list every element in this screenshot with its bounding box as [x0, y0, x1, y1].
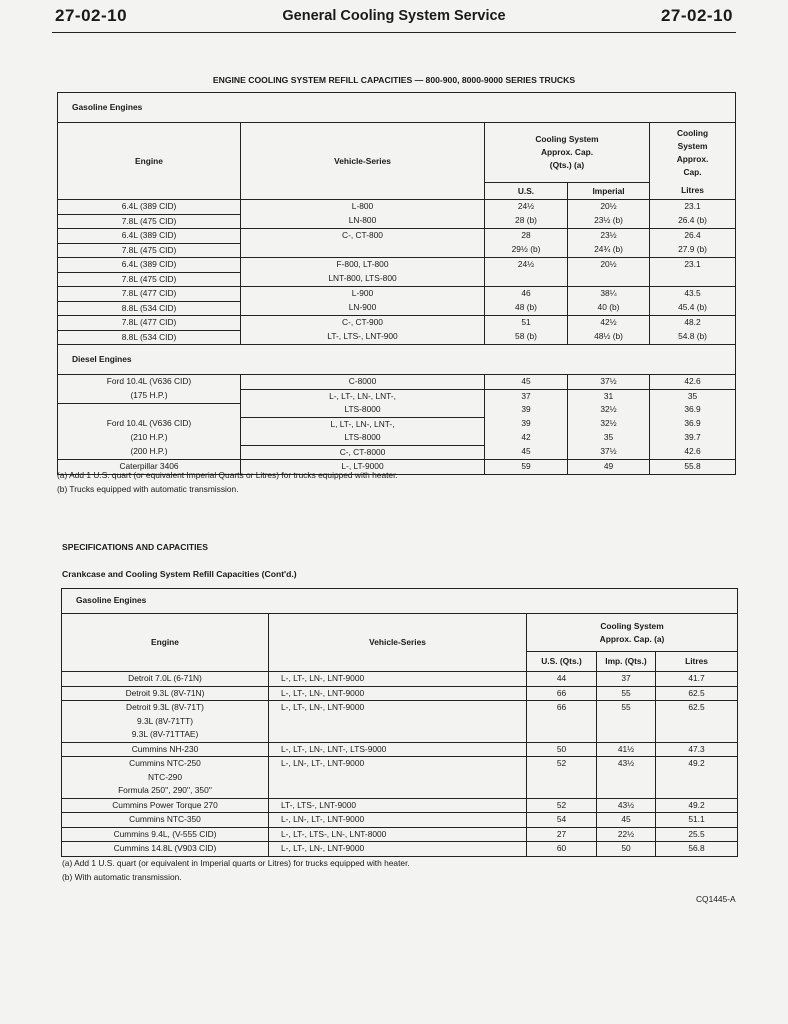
page-title: General Cooling System Service: [282, 8, 506, 24]
lit-cell: 35: [650, 389, 736, 403]
table-row: [58, 243, 736, 258]
us-cell: 60: [527, 842, 597, 857]
us-cell: 27: [527, 827, 597, 842]
gasoline-engines-heading: Gasoline Engines: [58, 93, 736, 123]
table-row: [62, 701, 738, 715]
lit-cell: 41.7: [656, 672, 738, 687]
table-row: [62, 686, 738, 701]
table-row: [62, 742, 738, 757]
us-cell: 24½: [485, 258, 568, 273]
engine-cell: 6.4L (389 CID): [58, 200, 241, 215]
lit-cell: [656, 771, 738, 785]
engine-cell: Caterpillar 3406: [58, 460, 241, 475]
table-row: [62, 813, 738, 828]
imperial-subheader: Imperial: [568, 183, 650, 200]
vehicle-series-cell: LTS-8000: [241, 431, 485, 445]
us-cell: [485, 272, 568, 287]
table-row: [58, 214, 736, 229]
lit-cell: 26.4 (b): [650, 214, 736, 229]
imp-cell: 37½: [568, 375, 650, 390]
vehicle-series-cell: L-, LT-, LN-, LNT-9000: [269, 842, 527, 857]
vehicle-series-cell: L, LT-, LN-, LNT-,: [241, 417, 485, 431]
lit-cell: 49.2: [656, 757, 738, 771]
lit-cell: [656, 715, 738, 729]
engine-cell: Formula 250'', 290'', 350'': [62, 784, 269, 798]
us-cell: 48 (b): [485, 301, 568, 316]
us-cell: 42: [485, 431, 568, 445]
vehicle-series-cell: L-, LT-, LN-, LNT-9000: [269, 686, 527, 701]
vehicle-series-cell: [241, 243, 485, 258]
imp-cell: 45: [597, 813, 656, 828]
engine-cell: Detroit 7.0L (6-71N): [62, 672, 269, 687]
lit-cell: 62.5: [656, 701, 738, 715]
table-row: [62, 798, 738, 813]
us-cell: 66: [527, 686, 597, 701]
vehicle-series-cell: LN-900: [241, 301, 485, 316]
table1-footnote-b: (b) Trucks equipped with automatic transmission.: [57, 484, 239, 494]
vehicle-series-cell: C-, CT-800: [241, 229, 485, 244]
vehicle-series-cell: LT-, LTS-, LNT-900: [241, 330, 485, 345]
us-cell: 58 (b): [485, 330, 568, 345]
vehicle-series-cell: L-, LN-, LT-, LNT-9000: [269, 813, 527, 828]
vehicle-series-cell: LT-, LTS-, LNT-9000: [269, 798, 527, 813]
imp-cell: 23½ (b): [568, 214, 650, 229]
vehicle-series-cell: [269, 771, 527, 785]
table-row: [58, 389, 736, 403]
vehicle-series-cell: F-800, LT-800: [241, 258, 485, 273]
table-row: [62, 771, 738, 785]
us-cell: [527, 784, 597, 798]
imp-cell: 32½: [568, 417, 650, 431]
table-row: [62, 784, 738, 798]
imp-cell: 35: [568, 431, 650, 445]
engine-cell: Cummins NH-230: [62, 742, 269, 757]
us-cell: 52: [527, 798, 597, 813]
vehicle-series-cell: L-900: [241, 287, 485, 302]
lit-cell: 23.1: [650, 258, 736, 273]
engine-cell: Cummins Power Torque 270: [62, 798, 269, 813]
us-cell: 59: [485, 460, 568, 475]
engine-column-header: Engine: [58, 123, 241, 200]
table-row: [62, 842, 738, 857]
imp-cell: 22½: [597, 827, 656, 842]
engine-cell: 8.8L (534 CID): [58, 330, 241, 345]
vehicle-series-cell: L-, LT-, LN-, LNT-,: [241, 389, 485, 403]
engine-cell: 9.3L (8V-71TT): [62, 715, 269, 729]
vehicle-series-cell: L-, LT-, LN-, LNT-, LTS-9000: [269, 742, 527, 757]
vehicle-series-column-header-2: Vehicle-Series: [269, 614, 527, 672]
imp-cell: [597, 784, 656, 798]
imp-cell: 42½: [568, 316, 650, 331]
us-cell: 66: [527, 701, 597, 715]
imp-cell: 49: [568, 460, 650, 475]
table2-footnote-b: (b) With automatic transmission.: [62, 872, 182, 882]
lit-cell: 48.2: [650, 316, 736, 331]
diesel-engines-heading: Diesel Engines: [58, 345, 736, 375]
vehicle-series-cell: L-, LT-, LN-, LNT-9000: [269, 672, 527, 687]
vehicle-series-cell: L-, LT-, LTS-, LN-, LNT-8000: [269, 827, 527, 842]
page-number-right: 27-02-10: [660, 6, 733, 25]
gasoline-engines-heading-2: Gasoline Engines: [62, 589, 738, 614]
table1-caption: ENGINE COOLING SYSTEM REFILL CAPACITIES — 800-900, 8000-9000 SERIES TRUCKS: [212, 75, 576, 85]
us-cell: 44: [527, 672, 597, 687]
us-cell: [527, 771, 597, 785]
lit-cell: 43.5: [650, 287, 736, 302]
engine-cell: 7.8L (477 CID): [58, 316, 241, 331]
litres-subheader-2: Litres: [656, 652, 738, 672]
table2-footnote-a: (a) Add 1 U.S. quart (or equivalent in Imperial quarts or Litres) for trucks equipped with heater.: [62, 858, 410, 868]
vehicle-series-cell: [269, 784, 527, 798]
lit-cell: [656, 784, 738, 798]
imp-cell: 20½: [568, 200, 650, 215]
table-row: [58, 431, 736, 445]
us-cell: 45: [485, 445, 568, 460]
engine-cell: 9.3L (8V-71TTAE): [62, 728, 269, 742]
us-cell: [527, 715, 597, 729]
imp-cell: 48½ (b): [568, 330, 650, 345]
engine-cell: 7.8L (477 CID): [58, 287, 241, 302]
header-rule: [52, 32, 736, 33]
imp-cell: 23½: [568, 229, 650, 244]
lit-cell: 39.7: [650, 431, 736, 445]
lit-cell: 49.2: [656, 798, 738, 813]
engine-cell: NTC-290: [62, 771, 269, 785]
imp-cell: 37½: [568, 445, 650, 460]
vehicle-series-cell: [269, 728, 527, 742]
table-row: [62, 672, 738, 687]
us-cell: 50: [527, 742, 597, 757]
figure-code: CQ1445-A: [696, 894, 736, 904]
vehicle-series-cell: C-, CT-8000: [241, 445, 485, 460]
lit-cell: 36.9: [650, 417, 736, 431]
us-cell: 28: [485, 229, 568, 244]
engine-column-header-2: Engine: [62, 614, 269, 672]
vehicle-series-column-header: Vehicle-Series: [241, 123, 485, 200]
imp-cell: 40 (b): [568, 301, 650, 316]
us-subheader: U.S.: [485, 183, 568, 200]
imp-cell: [597, 771, 656, 785]
imp-cell: [597, 715, 656, 729]
table-row: [58, 316, 736, 331]
imp-cell: 20½: [568, 258, 650, 273]
table-row: [58, 287, 736, 302]
imp-cell: 32½: [568, 403, 650, 417]
crankcase-subheading: Crankcase and Cooling System Refill Capacities (Cont'd.): [62, 569, 297, 579]
cooling-capacity-header-2: Cooling System Approx. Cap. (a): [527, 614, 738, 652]
table-row: [62, 757, 738, 771]
vehicle-series-cell: L-800: [241, 200, 485, 215]
lit-cell: 42.6: [650, 445, 736, 460]
page-number-left: 27-02-10: [55, 6, 128, 25]
engine-cell: (200 H.P.): [58, 445, 241, 460]
lit-cell: 56.8: [656, 842, 738, 857]
table-row: [58, 330, 736, 345]
imp-cell: 38¼: [568, 287, 650, 302]
vehicle-series-cell: C-, CT-900: [241, 316, 485, 331]
table-row: [58, 272, 736, 287]
engine-cell: (175 H.P.): [58, 389, 241, 403]
lit-cell: 26.4: [650, 229, 736, 244]
vehicle-series-cell: LN-800: [241, 214, 485, 229]
imp-cell: 55: [597, 701, 656, 715]
lit-cell: 55.8: [650, 460, 736, 475]
engine-cell: 6.4L (389 CID): [58, 258, 241, 273]
vehicle-series-cell: C-8000: [241, 375, 485, 390]
vehicle-series-cell: L-, LN-, LT-, LNT-9000: [269, 757, 527, 771]
imp-cell: 50: [597, 842, 656, 857]
imp-cell: [568, 272, 650, 287]
engine-cell: (210 H.P.): [58, 431, 241, 445]
us-cell: 54: [527, 813, 597, 828]
crankcase-capacities-table: [61, 588, 738, 857]
lit-cell: 54.8 (b): [650, 330, 736, 345]
imp-qts-subheader: Imp. (Qts.): [597, 652, 656, 672]
table-row: [58, 301, 736, 316]
engine-cell: 6.4L (389 CID): [58, 229, 241, 244]
us-cell: 24½: [485, 200, 568, 215]
us-qts-subheader: U.S. (Qts.): [527, 652, 597, 672]
us-cell: 29½ (b): [485, 243, 568, 258]
litres-subheader: Litres: [650, 183, 736, 200]
engine-cell: Cummins NTC-350: [62, 813, 269, 828]
lit-cell: 27.9 (b): [650, 243, 736, 258]
engine-cell: [58, 403, 241, 417]
table-row: [62, 728, 738, 742]
engine-cell: Ford 10.4L (V636 CID): [58, 375, 241, 390]
engine-cell: Cummins 9.4L, (V-555 CID): [62, 827, 269, 842]
us-cell: 39: [485, 417, 568, 431]
lit-cell: 47.3: [656, 742, 738, 757]
table-row: [58, 417, 736, 431]
engine-cell: 7.8L (475 CID): [58, 272, 241, 287]
vehicle-series-cell: L-, LT-, LN-, LNT-9000: [269, 701, 527, 715]
cooling-capacity-litres-header: Cooling System Approx. Cap.: [650, 123, 736, 183]
table-row: [58, 403, 736, 417]
imp-cell: 43½: [597, 798, 656, 813]
imp-cell: 55: [597, 686, 656, 701]
table-row: [62, 715, 738, 729]
lit-cell: 25.5: [656, 827, 738, 842]
engine-cell: Ford 10.4L (V636 CID): [58, 417, 241, 431]
refill-capacities-table: [57, 92, 736, 475]
us-cell: [527, 728, 597, 742]
lit-cell: 45.4 (b): [650, 301, 736, 316]
table-row: [58, 375, 736, 390]
us-cell: 45: [485, 375, 568, 390]
engine-cell: 8.8L (534 CID): [58, 301, 241, 316]
us-cell: 28 (b): [485, 214, 568, 229]
lit-cell: [650, 272, 736, 287]
us-cell: 46: [485, 287, 568, 302]
imp-cell: 24¾ (b): [568, 243, 650, 258]
engine-cell: 7.8L (475 CID): [58, 243, 241, 258]
table-row: [58, 258, 736, 273]
imp-cell: 37: [597, 672, 656, 687]
lit-cell: 42.6: [650, 375, 736, 390]
lit-cell: 51.1: [656, 813, 738, 828]
lit-cell: 62.5: [656, 686, 738, 701]
us-cell: 37: [485, 389, 568, 403]
cooling-capacity-qts-header: Cooling System Approx. Cap. (Qts.) (a): [485, 123, 650, 183]
table-row: [62, 827, 738, 842]
imp-cell: 43½: [597, 757, 656, 771]
engine-cell: Cummins NTC-250: [62, 757, 269, 771]
vehicle-series-cell: LNT-800, LTS-800: [241, 272, 485, 287]
engine-cell: Cummins 14.8L (V903 CID): [62, 842, 269, 857]
vehicle-series-cell: [269, 715, 527, 729]
engine-cell: Detroit 9.3L (8V-71T): [62, 701, 269, 715]
vehicle-series-cell: L-, LT-9000: [241, 460, 485, 475]
vehicle-series-cell: LTS-8000: [241, 403, 485, 417]
lit-cell: [656, 728, 738, 742]
us-cell: 52: [527, 757, 597, 771]
table1-footnote-a: (a) Add 1 U.S. quart (or equivalent Imperial Quarts or Litres) for trucks equipped with heater.: [57, 470, 398, 480]
imp-cell: [597, 728, 656, 742]
us-cell: 39: [485, 403, 568, 417]
table-row: [58, 200, 736, 215]
us-cell: 51: [485, 316, 568, 331]
specifications-heading: SPECIFICATIONS AND CAPACITIES: [62, 542, 208, 552]
engine-cell: 7.8L (475 CID): [58, 214, 241, 229]
engine-cell: Detroit 9.3L (8V-71N): [62, 686, 269, 701]
lit-cell: 36.9: [650, 403, 736, 417]
imp-cell: 31: [568, 389, 650, 403]
imp-cell: 41½: [597, 742, 656, 757]
table-row: [58, 229, 736, 244]
table-row: [58, 445, 736, 460]
lit-cell: 23.1: [650, 200, 736, 215]
